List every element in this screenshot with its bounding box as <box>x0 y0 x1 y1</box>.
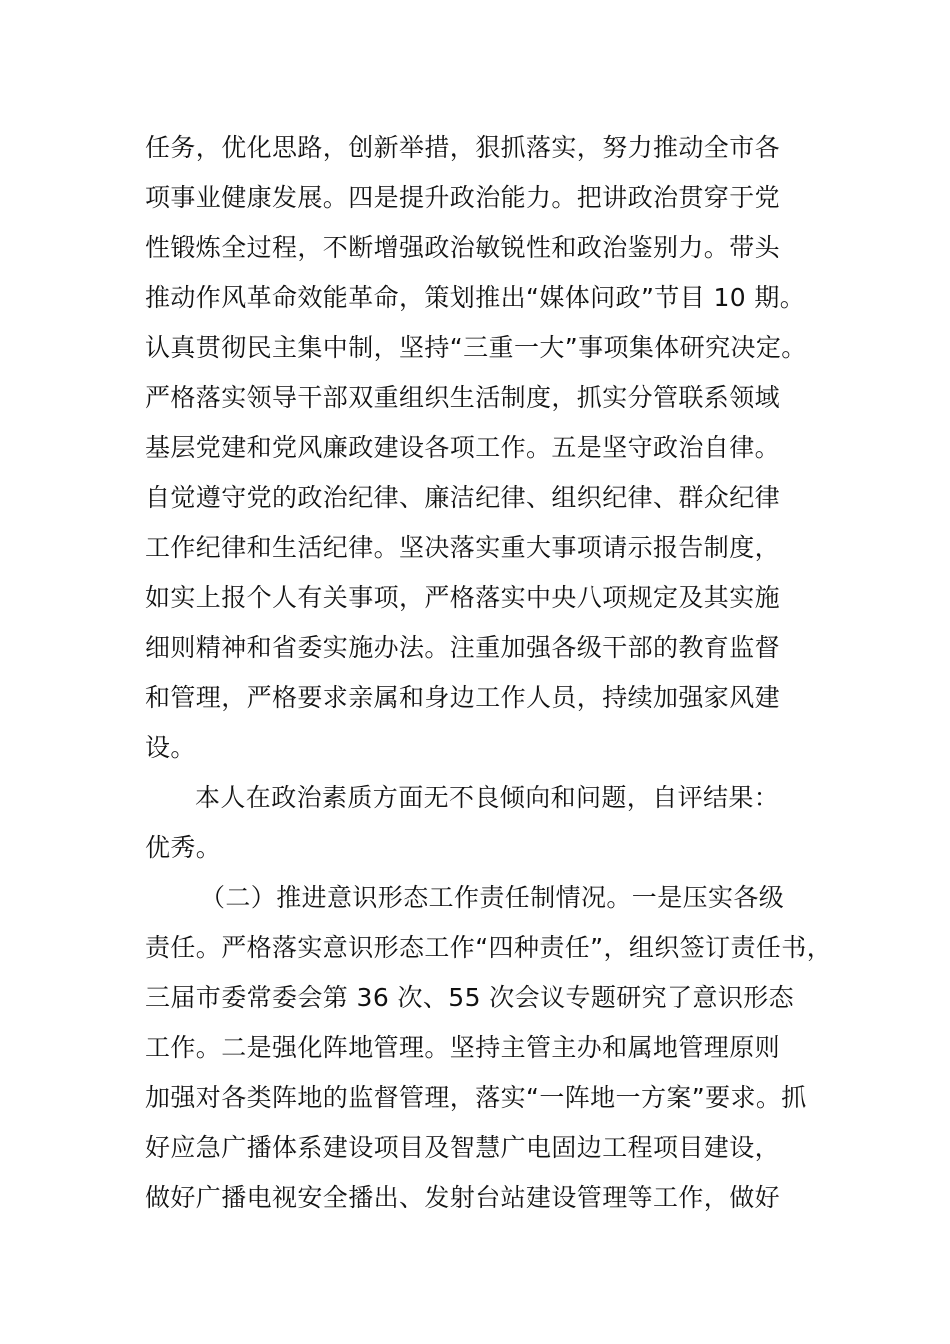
paragraph-3-line-7: 做好广播电视安全播出、发射台站建设管理等工作，做好 <box>145 1183 781 1212</box>
paragraph-1-line-3: 性锻炼全过程，不断增强政治敏锐性和政治鉴别力。带头 <box>145 233 781 262</box>
paragraph-3-line-3: 三届市委常委会第 36 次、55 次会议专题研究了意识形态 <box>145 983 795 1012</box>
paragraph-1-line-11: 细则精神和省委实施办法。注重加强各级干部的教育监督 <box>145 633 781 662</box>
paragraph-1-line-9: 工作纪律和生活纪律。坚决落实重大事项请示报告制度， <box>145 533 781 562</box>
paragraph-1-line-10: 如实上报个人有关事项，严格落实中央八项规定及其实施 <box>145 583 781 612</box>
paragraph-1-line-6: 严格落实领导干部双重组织生活制度，抓实分管联系领域 <box>145 383 781 412</box>
paragraph-3-line-1: （二）推进意识形态工作责任制情况。一是压实各级 <box>200 883 785 912</box>
paragraph-3-line-4: 工作。二是强化阵地管理。坚持主管主办和属地管理原则 <box>145 1033 781 1062</box>
paragraph-1-line-5: 认真贯彻民主集中制，坚持“三重一大”事项集体研究决定。 <box>145 333 807 362</box>
paragraph-1-line-2: 项事业健康发展。四是提升政治能力。把讲政治贯穿于党 <box>145 183 781 212</box>
paragraph-3-line-5: 加强对各类阵地的监督管理，落实“一阵地一方案”要求。抓 <box>145 1083 807 1112</box>
paragraph-1-line-4: 推动作风革命效能革命，策划推出“媒体问政”节目 10 期。 <box>145 283 806 312</box>
paragraph-3-line-6: 好应急广播体系建设项目及智慧广电固边工程项目建设， <box>145 1133 781 1162</box>
paragraph-2-line-2: 优秀。 <box>145 833 222 862</box>
paragraph-1-line-12: 和管理，严格要求亲属和身边工作人员，持续加强家风建 <box>145 683 781 712</box>
paragraph-1-line-8: 自觉遵守党的政治纪律、廉洁纪律、组织纪律、群众纪律 <box>145 483 781 512</box>
paragraph-1-line-7: 基层党建和党风廉政建设各项工作。五是坚守政治自律。 <box>145 433 781 462</box>
paragraph-3-line-2: 责任。严格落实意识形态工作“四种责任”，组织签订责任书， <box>145 933 833 962</box>
paragraph-2-line-1: 本人在政治素质方面无不良倾向和问题，自评结果： <box>195 783 780 812</box>
paragraph-1-line-1: 任务，优化思路，创新举措，狠抓落实，努力推动全市各 <box>145 133 781 162</box>
paragraph-1-line-13: 设。 <box>145 733 196 762</box>
